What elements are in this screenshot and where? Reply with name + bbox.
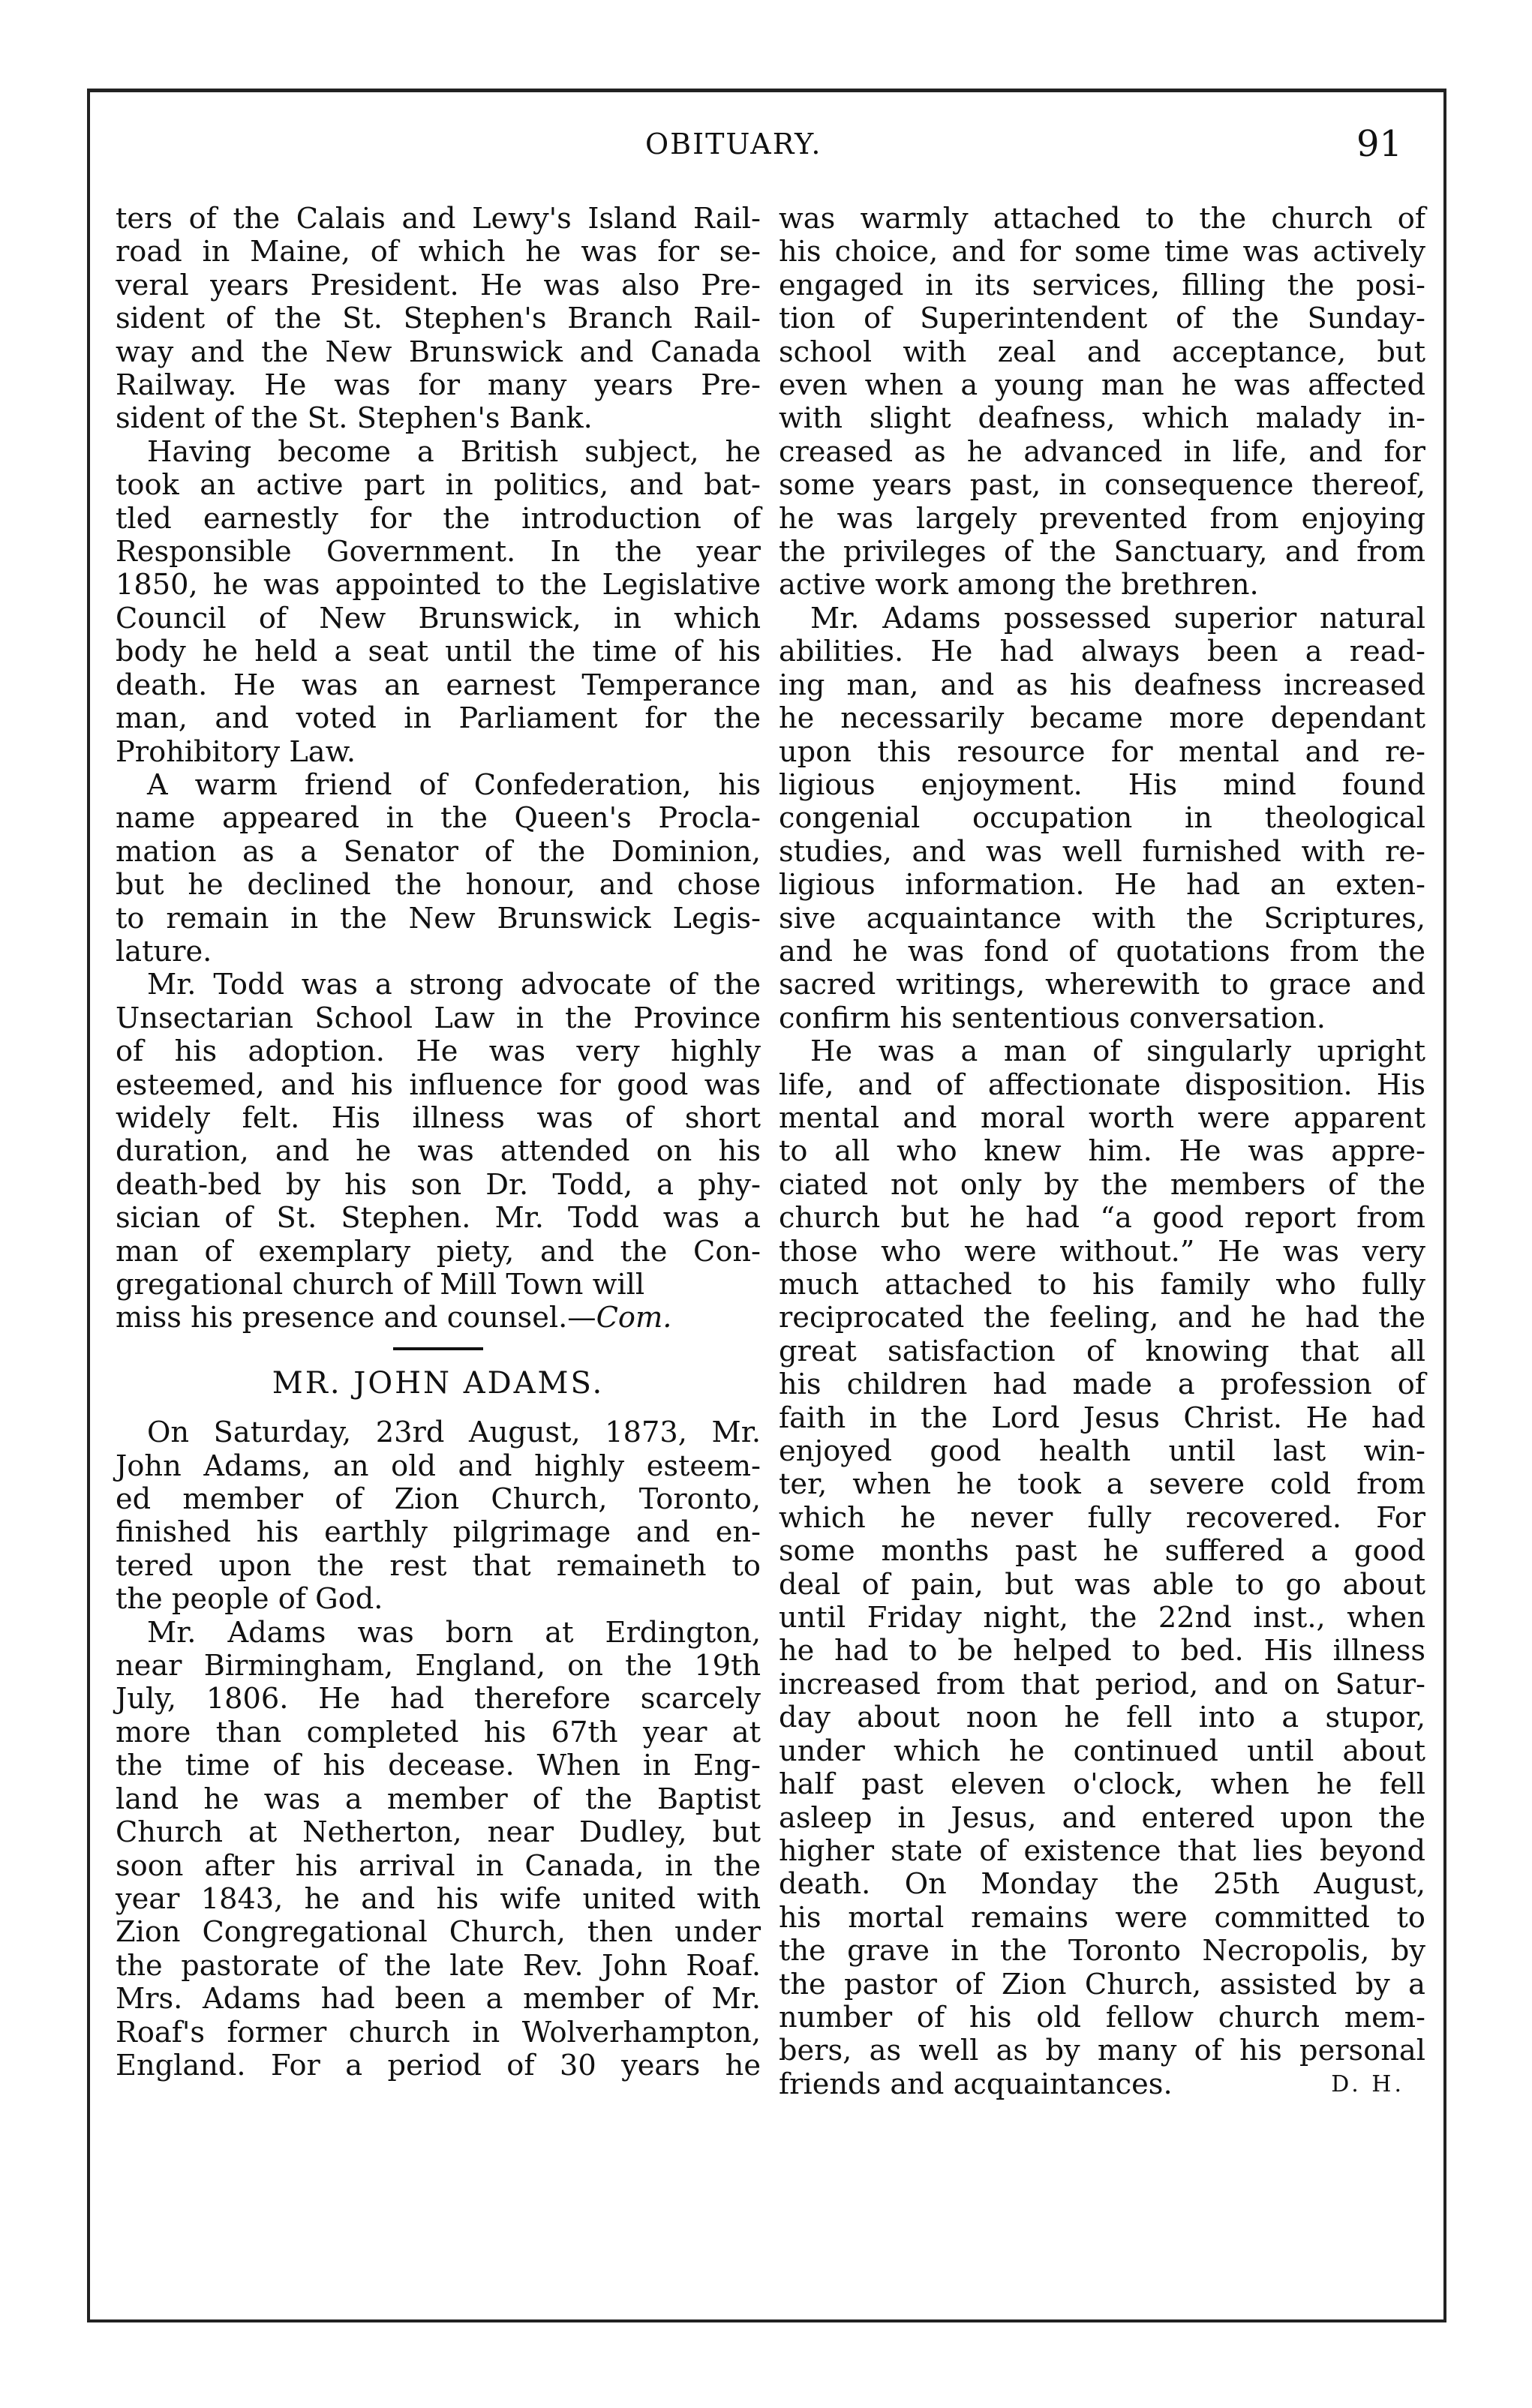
text-line: with slight deafness, which malady in- [779,401,1425,436]
page-frame-top-rule [87,89,1446,92]
paragraph-confederation [116,769,761,968]
text-line: Church at Netherton, near Dudley, but [116,1815,761,1850]
text-line: congenial occupation in theological [779,801,1425,836]
text-line: sacred writings, wherewith to grace and [779,968,1425,1002]
text-line: day about noon he fell into a stupor, [779,1701,1425,1735]
text-line: he necessarily became more dependant [779,701,1425,736]
text-line: way and the New Brunswick and Canada [116,335,761,369]
text-line: man of exemplary piety, and the Con- [116,1234,761,1269]
text-line: to all who knew him. He was appre- [779,1134,1425,1169]
text-line: death. He was an earnest Temperance [116,668,761,702]
text-line: Prohibitory Law. [116,734,356,769]
text-line: body he held a seat until the time of his [116,635,761,669]
page-frame-right-rule [1443,89,1446,2322]
text-line: England. For a period of 30 years he [116,2048,761,2082]
text-line: Having become a British subject, he [147,434,761,469]
text-line: ing man, and as his deafness increased [779,668,1425,702]
section-divider-rule [393,1347,483,1350]
text-line: sident of the St. Stephen's Bank. [116,401,593,436]
text-line: Mr. Adams possessed superior natural [810,601,1425,635]
text-line: active work among the brethren. [779,568,1259,602]
closing-line-text: friends and acquaintances. [779,2067,1173,2101]
text-line: the privileges of the Sanctuary, and from [779,535,1425,569]
text-line: higher state of existence that lies beyond [779,1833,1425,1868]
text-line: upon this resource for mental and re- [779,734,1425,769]
text-line: faith in the Lord Jesus Christ. He had [779,1401,1425,1435]
text-line: number of his old fellow church mem- [779,2000,1425,2034]
text-line: death-bed by his son Dr. Todd, a phy- [116,1167,761,1202]
text-line: much attached to his family who fully [779,1268,1425,1302]
text-line: his mortal remains were committed to [779,1900,1425,1935]
paragraph-closing-line [779,2068,1425,2101]
running-title: OBITUARY. [645,128,822,161]
text-line: under which he continued until about [779,1734,1425,1768]
text-line: ligious information. He had an exten- [779,868,1425,902]
text-line: duration, and he was attended on his [116,1134,761,1169]
text-line: gregational church of Mill Town will [116,1268,645,1302]
text-line: he had to be helped to bed. His illness [779,1634,1425,1668]
page-number: 91 [1356,123,1403,165]
text-line: engaged in its services, filling the posi- [779,268,1425,302]
paragraph-church-service [779,203,1425,602]
paragraph-british-subject [116,436,761,769]
text-line: some months past he suffered a good [779,1534,1425,1569]
text-line: confirm his sententious conversation. [779,1001,1326,1035]
text-line: finished his earthly pilgrimage and en- [116,1515,761,1550]
text-line: land he was a member of the Baptist [116,1782,761,1816]
text-line: esteemed, and his influence for good was [116,1067,761,1102]
text-line: life, and of affectionate disposition. His [779,1067,1425,1102]
text-line: his children had made a profession of [779,1368,1425,1402]
text-line: asleep in Jesus, and entered upon the [779,1800,1425,1835]
text-line: more than completed his 67th year at [116,1715,761,1749]
text-line: Zion Congregational Church, then under [116,1915,761,1950]
paragraph-todd-character [116,968,761,1302]
text-line: sician of St. Stephen. Mr. Todd was a [116,1201,761,1236]
text-line: abilities. He had always been a read- [779,635,1425,669]
text-line: A warm friend of Confederation, his [147,767,761,802]
text-line: death. On Monday the 25th August, [779,1867,1425,1902]
text-line: ters of the Calais and Lewy's Island Rail- [116,202,761,236]
text-line: until Friday night, the 22nd inst., when [779,1601,1425,1635]
text-line: the grave in the Toronto Necropolis, by [779,1934,1425,1968]
text-line: widely felt. His illness was of short [116,1100,761,1135]
text-line: to remain in the New Brunswick Legis- [116,901,761,935]
text-line: Council of New Brunswick, in which [116,601,761,635]
text-line: he was largely prevented from enjoying [779,501,1425,536]
text-line: Mrs. Adams had been a member of Mr. [116,1982,761,2016]
paragraph-adams-biography [116,1617,761,2083]
text-line: He was a man of singularly upright [810,1034,1425,1069]
text-line: soon after his arrival in Canada, in the [116,1848,761,1883]
text-line: man, and voted in Parliament for the [116,701,761,736]
text-line: some years past, in consequence thereof, [779,468,1425,503]
text-line: the pastorate of the late Rev. John Roaf. [116,1948,761,1983]
text-line: Railway. He was for many years Pre- [116,368,761,403]
text-line: veral years President. He was also Pre- [116,268,761,302]
text-line: reciprocated the feeling, and he had the [779,1301,1425,1335]
paragraph-natural-abilities [779,602,1425,1035]
text-line: of his adoption. He was very highly [116,1034,761,1069]
text-line: studies, and was well furnished with re- [779,834,1425,869]
page-frame-left-rule [87,89,90,2322]
left-column [116,203,761,2082]
text-line: great satisfaction of knowing that all [779,1334,1425,1368]
text-line: the people of God. [116,1582,383,1617]
text-line: near Birmingham, England, on the 19th [116,1649,761,1683]
text-line: July, 1806. He had therefore scarcely [116,1682,761,1716]
text-line: mental and moral worth were apparent [779,1100,1425,1135]
text-line: increased from that period, and on Satur- [779,1667,1425,1701]
text-line: bers, as well as by many of his personal [779,2034,1425,2068]
text-line: and he was fond of quotations from the [779,934,1425,968]
text-line: his choice, and for some time was actively [779,235,1425,269]
text-line: the pastor of Zion Church, assisted by a [779,1967,1425,2001]
text-line: sive acquaintance with the Scriptures, [779,901,1425,935]
text-line: the time of his decease. When in Eng- [116,1749,761,1783]
text-line: mation as a Senator of the Dominion, [116,834,761,869]
text-line: year 1843, he and his wife united with [116,1881,761,1916]
text-line: tered upon the rest that remaineth to [116,1548,761,1583]
text-line: road in Maine, of which he was for se- [116,235,761,269]
text-line: took an active part in politics, and bat- [116,468,761,503]
text-line: those who were without.” He was very [779,1234,1425,1269]
text-line: even when a young man he was affected [779,368,1425,403]
text-line: deal of pain, but was able to go about [779,1567,1425,1602]
text-line: Responsible Government. In the year [116,535,761,569]
text-line: enjoyed good health until last win- [779,1434,1425,1469]
text-line: was warmly attached to the church of [779,202,1425,236]
text-line: ter, when he took a severe cold from [779,1467,1425,1502]
paragraph-todd-closing [116,1302,761,1335]
paragraph-upright-life [779,1035,1425,2068]
paragraph-todd-closing-line [116,1302,761,1335]
page-frame-bottom-rule [87,2319,1446,2322]
text-line: church but he had “a good report from [779,1201,1425,1236]
closing-line-text: miss his presence and counsel.— [116,1301,596,1335]
text-line: creased as he advanced in life, and for [779,434,1425,469]
text-line: ciated not only by the members of the [779,1167,1425,1202]
text-line: ed member of Zion Church, Toronto, [116,1482,761,1517]
text-line: but he declined the honour, and chose [116,868,761,902]
attribution-com: Com. [596,1301,672,1335]
section-heading-john-adams: MR. JOHN ADAMS. [272,1365,605,1401]
text-line: tled earnestly for the introduction of [116,501,761,536]
text-line: ligious enjoyment. His mind found [779,767,1425,802]
paragraph-railway-presidencies [116,203,761,436]
text-line: half past eleven o'clock, when he fell [779,1767,1425,1802]
text-line: On Saturday, 23rd August, 1873, Mr. [147,1416,761,1450]
paragraph-adams-death [116,1416,761,1616]
text-line: John Adams, an old and highly esteem- [116,1449,761,1483]
text-line: tion of Superintendent of the Sunday- [779,302,1425,336]
text-line: Mr. Adams was born at Erdington, [147,1615,761,1650]
text-line: sident of the St. Stephen's Branch Rail- [116,302,761,336]
text-line: which he never fully recovered. For [779,1500,1425,1535]
text-line: name appeared in the Queen's Procla- [116,801,761,836]
text-line: lature. [116,934,212,968]
text-line: 1850, he was appointed to the Legislative [116,568,761,602]
author-initials: D. H. [1331,2070,1404,2097]
text-line: school with zeal and acceptance, but [779,335,1425,369]
text-line: Mr. Todd was a strong advocate of the [147,968,761,1002]
closing-line [779,2068,1425,2101]
text-line: Unsectarian School Law in the Province [116,1001,761,1035]
text-line: Roaf's former church in Wolverhampton, [116,2015,761,2049]
right-column [779,203,1425,2101]
